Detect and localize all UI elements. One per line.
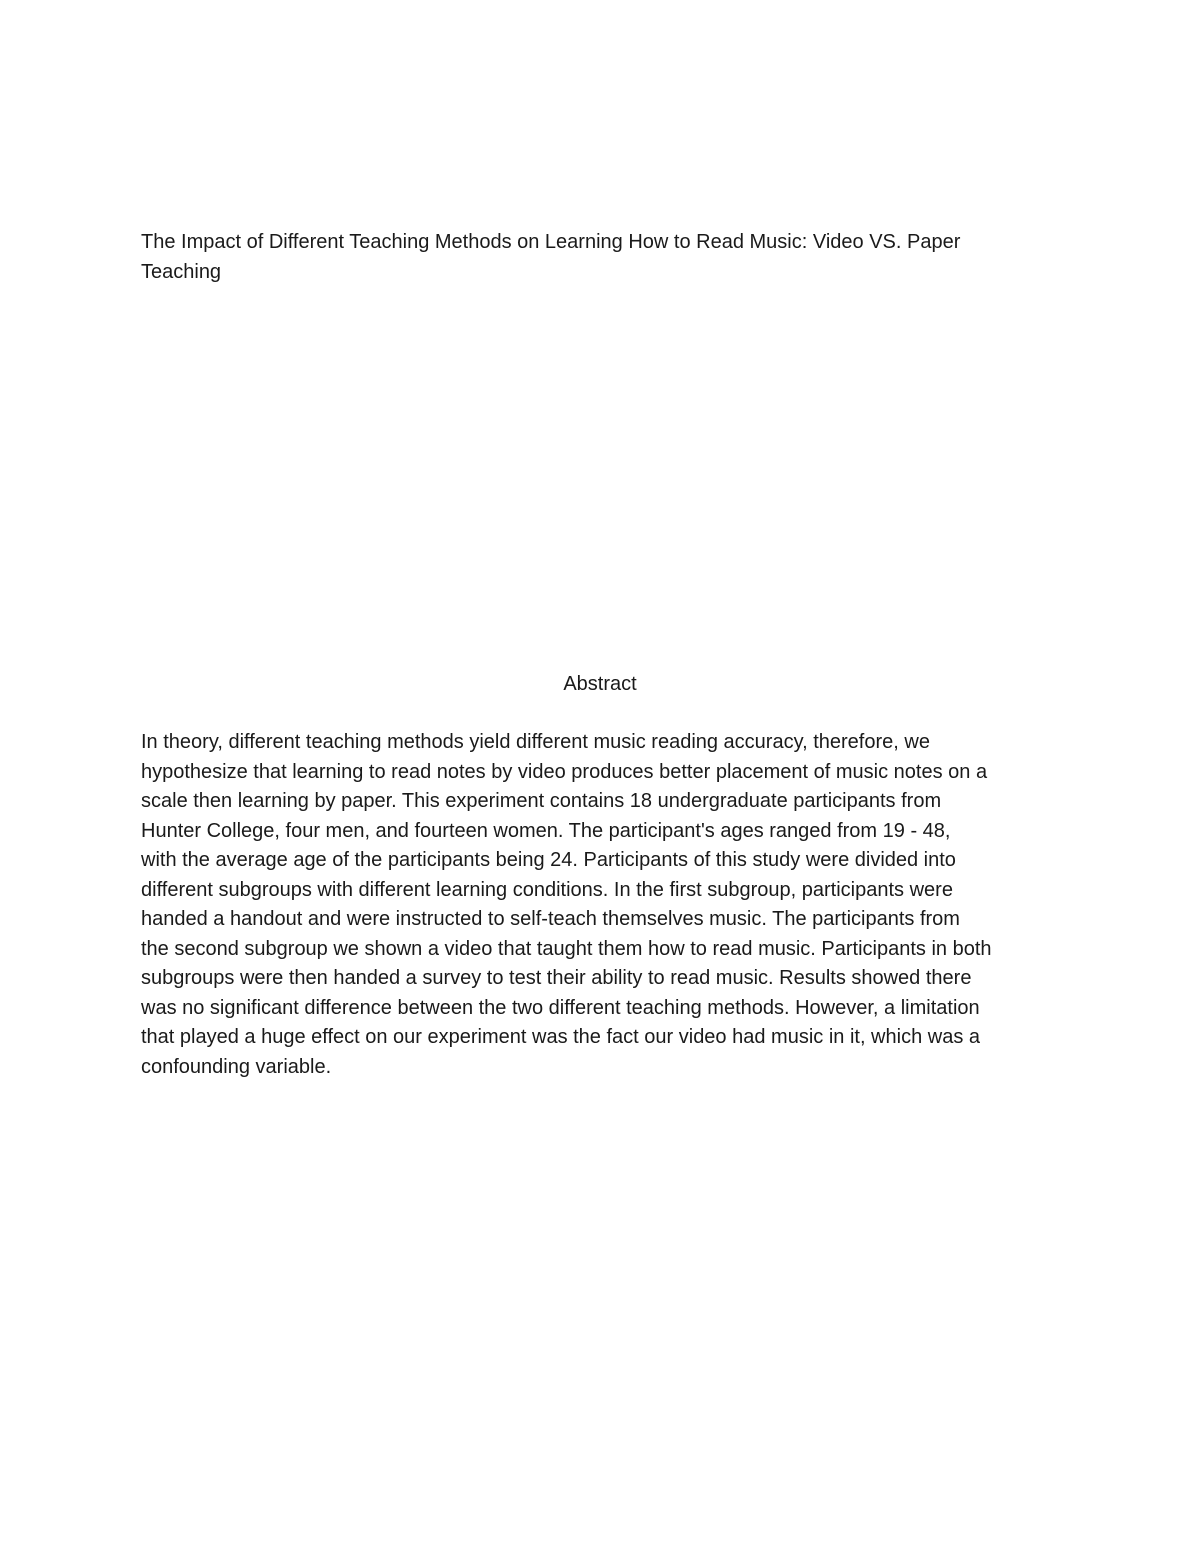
paper-title-line: The Impact of Different Teaching Methods on Learning How to Read Music: Video VS. Paper xyxy=(141,231,961,253)
abstract-heading: Abstract xyxy=(563,673,637,695)
abstract-line: was no significant difference between the two different teaching methods. However, a limitation xyxy=(141,996,980,1019)
abstract-body xyxy=(141,728,1059,1082)
abstract-line: with the average age of the participants being 24. Participants of this study were divided into xyxy=(141,849,956,871)
paper-title-line: Teaching xyxy=(141,260,222,283)
abstract-line: subgroups were then handed a survey to test their ability to read music. Results showed there xyxy=(141,967,972,989)
abstract-line: hypothesize that learning to read notes by video produces better placement of music notes on a xyxy=(141,760,988,783)
abstract-line: Hunter College, four men, and fourteen women. The participant's ages ranged from 19 - 48, xyxy=(141,819,951,842)
abstract-line: handed a handout and were instructed to self-teach themselves music. The participants from xyxy=(141,908,960,930)
abstract-line: that played a huge effect on our experiment was the fact our video had music in it, which was a xyxy=(141,1026,980,1048)
abstract-line: the second subgroup we shown a video that taught them how to read music. Participants in both xyxy=(141,937,992,960)
abstract-line: In theory, different teaching methods yield different music reading accuracy, therefore, we xyxy=(141,731,930,753)
abstract-line: confounding variable. xyxy=(141,1055,332,1078)
abstract-line: different subgroups with different learning conditions. In the first subgroup, participants were xyxy=(141,878,953,901)
abstract-line: scale then learning by paper. This experiment contains 18 undergraduate participants from xyxy=(141,790,942,812)
paper-title xyxy=(141,228,1061,287)
